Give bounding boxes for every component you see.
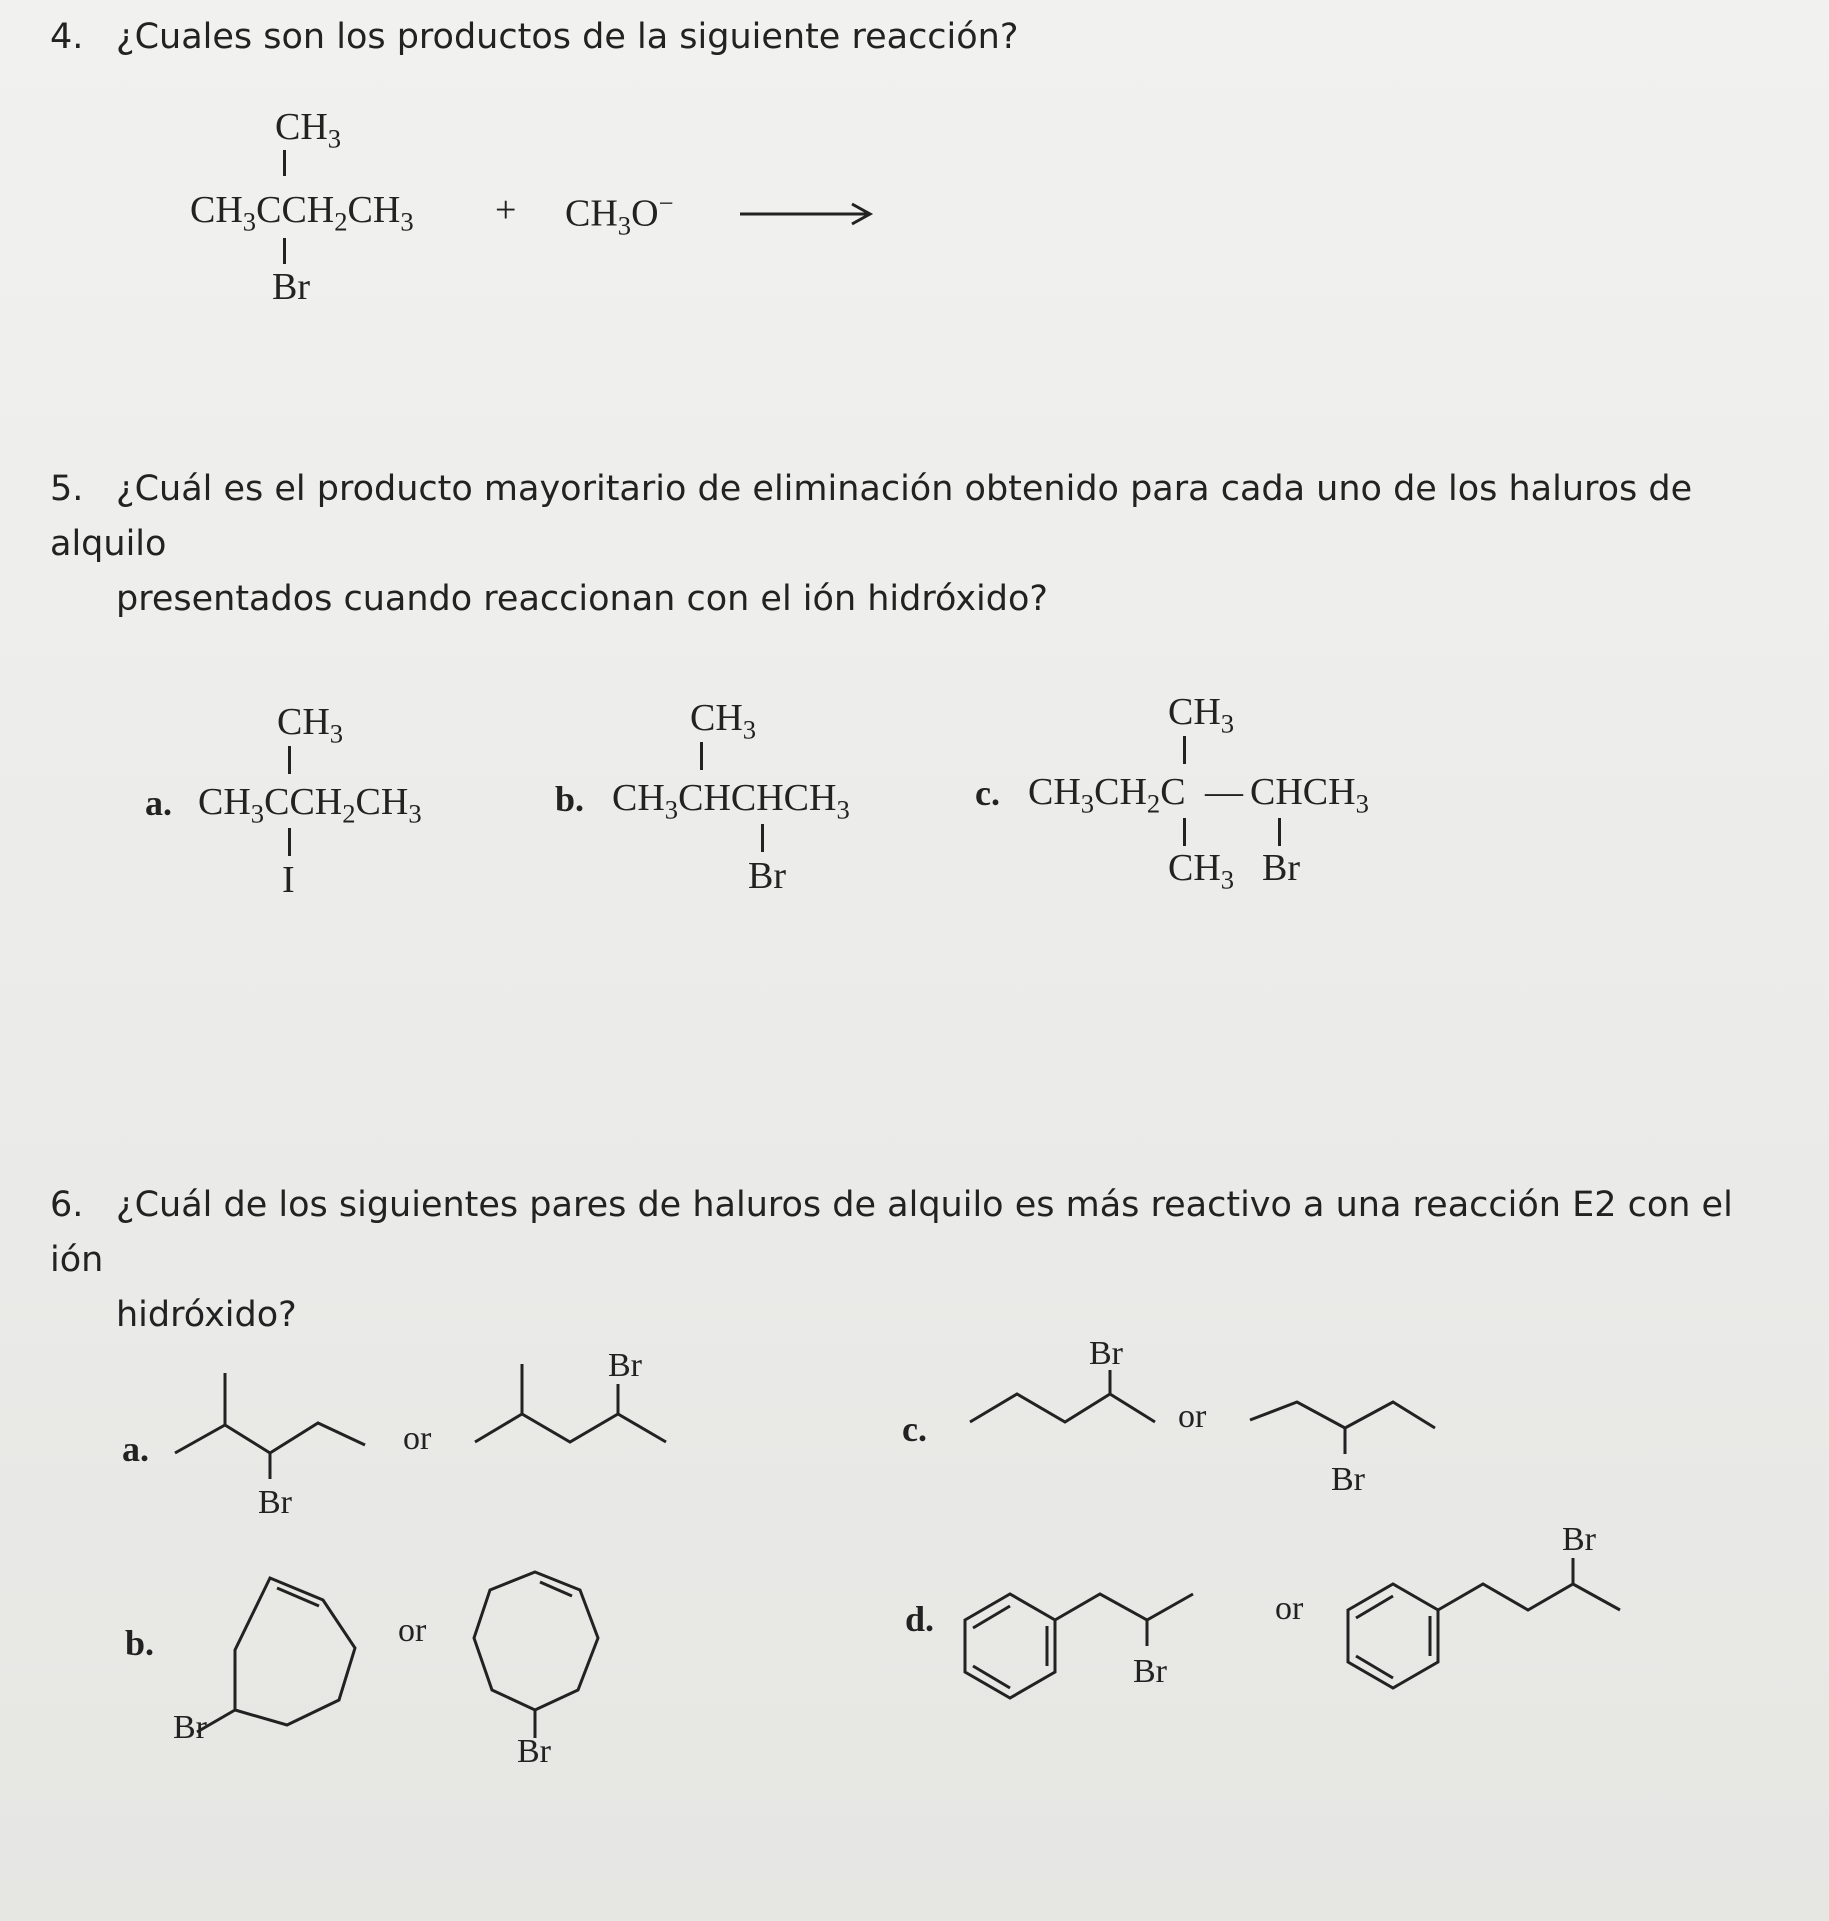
bromine-substituent: Br bbox=[272, 266, 310, 308]
q6b-bromine-2 bbox=[515, 1730, 575, 1770]
or-separator: or bbox=[1178, 1398, 1207, 1435]
question-text-line1: ¿Cuál es el producto mayoritario de eliminación obtenido para cada uno de los haluros de alquilo bbox=[50, 469, 1693, 564]
question-text: ¿Cuales son los productos de la siguiente reacción? bbox=[116, 17, 1019, 57]
bromine-label: Br bbox=[1331, 1461, 1365, 1498]
bond-line bbox=[700, 742, 703, 770]
question-4 bbox=[50, 10, 1770, 65]
bond-line bbox=[283, 238, 286, 264]
bond-dash: — bbox=[1205, 771, 1243, 813]
methyl-substituent-bottom: $CH_3$ bbox=[1168, 847, 1235, 895]
bond-line bbox=[761, 824, 764, 852]
question-text-line2: hidróxido? bbox=[116, 1295, 297, 1335]
question-number: 6. bbox=[50, 1185, 84, 1225]
question-6 bbox=[50, 1178, 1770, 1343]
q6b-structure-1 bbox=[165, 1570, 365, 1746]
question-text-line1: ¿Cuál de los siguientes pares de haluros de alquilo es más reactivo a una reacción E2 con el ión bbox=[50, 1185, 1733, 1280]
bromine-label: Br bbox=[1133, 1653, 1167, 1690]
bromine-label: Br bbox=[258, 1484, 292, 1521]
plus-sign: + bbox=[495, 189, 517, 231]
methoxide-reagent: $CH_3O^-$ bbox=[565, 188, 674, 241]
main-chain: $CH_3CCH_2CH_3$ bbox=[190, 189, 414, 237]
bromine-substituent: Br bbox=[748, 855, 786, 897]
bromine-label: Br bbox=[1562, 1521, 1596, 1558]
bond-line bbox=[288, 828, 291, 856]
bond-line bbox=[1183, 736, 1186, 764]
main-chain-left: $CH_3CH_2C$ bbox=[1028, 771, 1186, 819]
option-label: b. bbox=[555, 779, 585, 819]
main-chain-right: $CHCH_3$ bbox=[1250, 771, 1369, 819]
methyl-substituent: $CH_3$ bbox=[1168, 691, 1235, 739]
main-chain: $CH_3CCH_2CH_3$ bbox=[198, 781, 422, 829]
methyl-substituent: $CH_3$ bbox=[690, 697, 757, 745]
bond-line bbox=[283, 150, 286, 176]
or-separator: or bbox=[403, 1420, 432, 1457]
main-chain: $CH_3CHCHCH_3$ bbox=[612, 777, 850, 825]
bromine-label: Br bbox=[173, 1709, 207, 1746]
q6a-structure-2 bbox=[470, 1340, 690, 1480]
question-number: 5. bbox=[50, 469, 84, 509]
methyl-substituent: $CH_3$ bbox=[275, 106, 342, 154]
or-separator: or bbox=[398, 1612, 427, 1649]
question-number: 4. bbox=[50, 17, 84, 57]
option-label: c. bbox=[902, 1409, 927, 1449]
iodine-substituent: I bbox=[282, 859, 295, 901]
option-label: c. bbox=[975, 773, 1000, 813]
q6d-structure-2 bbox=[1340, 1510, 1630, 1690]
question-5 bbox=[50, 462, 1770, 627]
option-label: a. bbox=[145, 783, 172, 823]
bond-line bbox=[1278, 818, 1281, 846]
q6a-structure-1 bbox=[170, 1365, 390, 1525]
bond-line bbox=[288, 746, 291, 774]
question-text-line2: presentados cuando reaccionan con el ión hidróxido? bbox=[116, 579, 1048, 619]
methyl-substituent: $CH_3$ bbox=[277, 701, 344, 749]
option-label: a. bbox=[122, 1429, 149, 1469]
bromine-label: Br bbox=[608, 1347, 642, 1384]
bromine-label: Br bbox=[517, 1733, 551, 1770]
q6c-structure-1 bbox=[965, 1330, 1165, 1440]
bond-line bbox=[1183, 818, 1186, 846]
bromine-label: Br bbox=[1089, 1335, 1123, 1372]
option-label: d. bbox=[905, 1599, 935, 1639]
reaction-arrow bbox=[740, 200, 880, 230]
option-label: b. bbox=[125, 1623, 155, 1663]
q6c-structure-2 bbox=[1245, 1390, 1445, 1500]
bromine-substituent: Br bbox=[1262, 847, 1300, 889]
or-separator: or bbox=[1275, 1590, 1304, 1627]
